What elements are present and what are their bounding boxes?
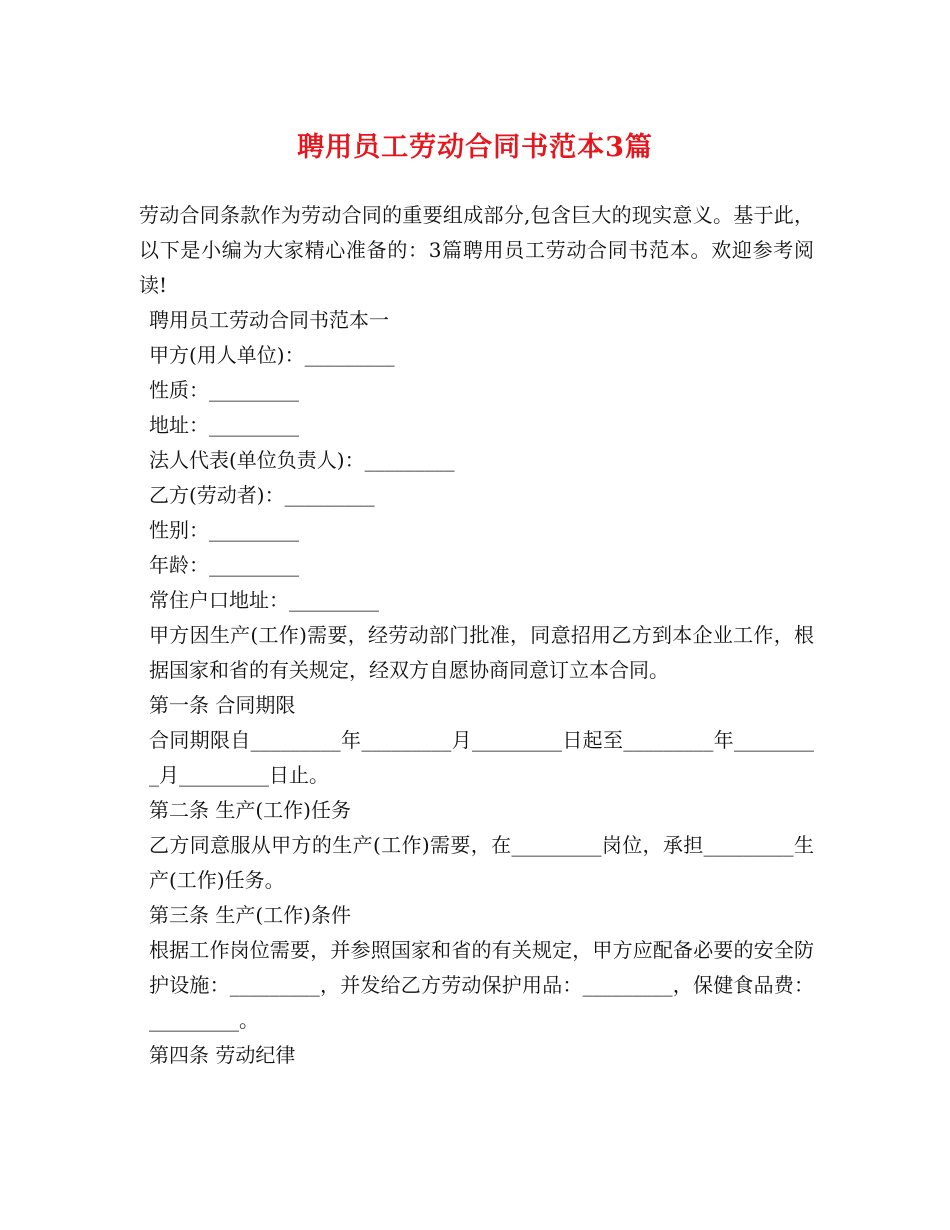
article-1-heading: 第一条 合同期限 [149, 693, 296, 717]
field-age: 年龄：_________ [149, 553, 299, 577]
article-3-heading: 第三条 生产(工作)条件 [149, 903, 351, 927]
field-registered-address: 常住户口地址：_________ [149, 588, 379, 612]
field-legal-representative: 法人代表(单位负责人)：_________ [149, 448, 455, 472]
article-2-body: 乙方同意服从甲方的生产(工作)需要，在_________岗位，承担_________生产(工作)任务。 [149, 833, 814, 892]
field-party-b: 乙方(劳动者)：_________ [149, 483, 375, 507]
field-gender: 性别：_________ [149, 518, 299, 542]
field-party-a: 甲方(用人单位)：_________ [149, 343, 395, 367]
intro-paragraph: 劳动合同条款作为劳动合同的重要组成部分,包含巨大的现实意义。基于此，以下是小编为大家精心准备的：3篇聘用员工劳动合同书范本。欢迎参考阅读! [139, 203, 814, 297]
preamble-paragraph: 甲方因生产(工作)需要，经劳动部门批准，同意招用乙方到本企业工作，根据国家和省的有关规定，经双方自愿协商同意订立本合同。 [149, 623, 814, 682]
article-4-heading: 第四条 劳动纪律 [149, 1043, 296, 1067]
section-heading-template-one: 聘用员工劳动合同书范本一 [149, 308, 389, 332]
field-address: 地址：_________ [149, 413, 299, 437]
document-title: 聘用员工劳动合同书范本3篇 [297, 132, 653, 163]
article-3-body: 根据工作岗位需要，并参照国家和省的有关规定，甲方应配备必要的安全防护设施：_________，并发给乙方劳动保护用品：_________，保健食品费：_________。 [149, 938, 814, 1032]
article-1-body: 合同期限自_________年_________月_________日起至_________年_________月_________日止。 [149, 728, 814, 787]
document-body [139, 198, 814, 1073]
article-2-heading: 第二条 生产(工作)任务 [149, 798, 351, 822]
field-nature: 性质：_________ [149, 378, 299, 402]
